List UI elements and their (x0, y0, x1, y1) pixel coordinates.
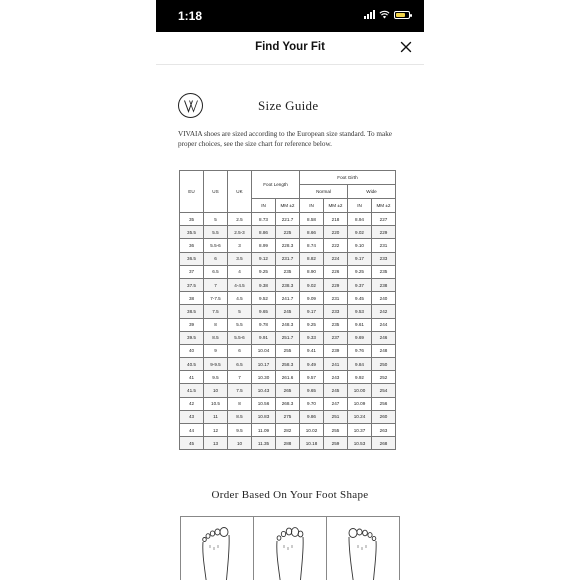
cell-wide-mm: 254 (372, 384, 396, 397)
cell-length-in: 8.86 (252, 226, 276, 239)
foot-shape-option-2[interactable] (254, 517, 327, 580)
cell-uk: 7 (228, 371, 252, 384)
cell-wide-mm: 231 (372, 239, 396, 252)
cell-us: 7-7.5 (204, 292, 228, 305)
cell-uk: 4-4.5 (228, 278, 252, 291)
cell-normal-mm: 251 (324, 410, 348, 423)
cell-us: 10 (204, 384, 228, 397)
cell-length-mm: 225 (276, 226, 300, 239)
cell-normal-in: 8.82 (300, 252, 324, 265)
cell-normal-in: 9.33 (300, 331, 324, 344)
cell-wide-mm: 229 (372, 226, 396, 239)
status-bar (156, 0, 424, 32)
cell-wide-in: 9.84 (348, 358, 372, 371)
battery-icon (394, 11, 410, 19)
cell-eu: 38.5 (180, 305, 204, 318)
cell-us: 5.5-6 (204, 239, 228, 252)
status-time: 1:18 (178, 9, 203, 23)
cell-eu: 38 (180, 292, 204, 305)
wifi-icon (379, 10, 390, 19)
cell-normal-mm: 247 (324, 397, 348, 410)
cell-wide-mm: 233 (372, 252, 396, 265)
cell-length-mm: 261.6 (276, 371, 300, 384)
table-row (180, 344, 396, 357)
foot-shape-icon (270, 525, 310, 580)
size-chart-body (180, 213, 396, 450)
cell-uk: 7.5 (228, 384, 252, 397)
cell-wide-in: 9.69 (348, 331, 372, 344)
cell-us: 9-9.5 (204, 358, 228, 371)
cell-eu: 35.5 (180, 226, 204, 239)
cell-normal-mm: 231 (324, 292, 348, 305)
cell-length-mm: 245 (276, 305, 300, 318)
cell-us: 13 (204, 437, 228, 450)
cell-wide-in: 9.25 (348, 265, 372, 278)
cell-normal-mm: 259 (324, 437, 348, 450)
cell-us: 9.5 (204, 371, 228, 384)
cell-us: 8.5 (204, 331, 228, 344)
header-uk: UK (228, 171, 252, 213)
header-normal: Normal (300, 185, 348, 199)
cell-wide-mm: 238 (372, 278, 396, 291)
cell-eu: 41 (180, 371, 204, 384)
cell-eu: 44 (180, 424, 204, 437)
cell-us: 12 (204, 424, 228, 437)
cell-wide-mm: 260 (372, 410, 396, 423)
cell-eu: 37 (180, 265, 204, 278)
cell-normal-mm: 239 (324, 344, 348, 357)
cell-wide-in: 9.02 (348, 226, 372, 239)
cell-wide-in: 9.76 (348, 344, 372, 357)
cell-wide-mm: 227 (372, 213, 396, 226)
cell-wide-mm: 250 (372, 358, 396, 371)
cell-normal-mm: 233 (324, 305, 348, 318)
cell-us: 5 (204, 213, 228, 226)
cell-normal-mm: 220 (324, 226, 348, 239)
table-row (180, 410, 396, 423)
cell-length-mm: 268.3 (276, 397, 300, 410)
cell-wide-mm: 248 (372, 344, 396, 357)
cell-normal-in: 9.65 (300, 384, 324, 397)
cell-us: 11 (204, 410, 228, 423)
cell-length-in: 10.83 (252, 410, 276, 423)
cell-us: 10.5 (204, 397, 228, 410)
size-chart-table (179, 170, 396, 450)
cell-length-in: 11.35 (252, 437, 276, 450)
cell-length-in: 10.17 (252, 358, 276, 371)
table-row (180, 265, 396, 278)
table-row (180, 239, 396, 252)
cell-length-mm: 275 (276, 410, 300, 423)
cell-wide-mm: 246 (372, 331, 396, 344)
order-by-shape-title: Order Based On Your Foot Shape (211, 489, 369, 501)
modal-header (156, 32, 424, 65)
cell-length-in: 10.30 (252, 371, 276, 384)
header-normal-mm: MM ±2 (324, 199, 348, 213)
cell-length-mm: 228.3 (276, 239, 300, 252)
cell-uk: 6 (228, 344, 252, 357)
cell-normal-mm: 245 (324, 384, 348, 397)
cell-uk: 10 (228, 437, 252, 450)
cell-normal-mm: 218 (324, 213, 348, 226)
cell-normal-in: 8.90 (300, 265, 324, 278)
table-row (180, 292, 396, 305)
cell-length-mm: 231.7 (276, 252, 300, 265)
table-row (180, 226, 396, 239)
cell-wide-in: 9.53 (348, 305, 372, 318)
cell-length-mm: 255 (276, 344, 300, 357)
cell-uk: 8.5 (228, 410, 252, 423)
cell-wide-mm: 242 (372, 305, 396, 318)
cell-normal-in: 8.74 (300, 239, 324, 252)
cell-normal-in: 9.41 (300, 344, 324, 357)
cell-normal-mm: 224 (324, 252, 348, 265)
foot-shape-options (180, 516, 400, 580)
cell-normal-in: 9.02 (300, 278, 324, 291)
table-row (180, 358, 396, 371)
cell-normal-in: 10.18 (300, 437, 324, 450)
cell-length-mm: 248.3 (276, 318, 300, 331)
header-normal-in: IN (300, 199, 324, 213)
cell-wide-mm: 256 (372, 397, 396, 410)
cell-wide-mm: 244 (372, 318, 396, 331)
cell-us: 7.5 (204, 305, 228, 318)
cell-normal-mm: 241 (324, 358, 348, 371)
header-foot-length: Foot Length (252, 171, 300, 199)
cell-wide-mm: 263 (372, 424, 396, 437)
cell-normal-in: 10.02 (300, 424, 324, 437)
table-row (180, 213, 396, 226)
table-row (180, 305, 396, 318)
close-icon[interactable] (400, 41, 412, 53)
cell-eu: 39.5 (180, 331, 204, 344)
cell-length-in: 10.56 (252, 397, 276, 410)
cell-length-in: 9.91 (252, 331, 276, 344)
foot-shape-icon (343, 525, 383, 580)
table-row (180, 331, 396, 344)
cell-normal-in: 8.66 (300, 226, 324, 239)
cell-uk: 3 (228, 239, 252, 252)
cell-wide-in: 8.94 (348, 213, 372, 226)
cell-length-in: 9.78 (252, 318, 276, 331)
cell-uk: 2.5 (228, 213, 252, 226)
cell-normal-mm: 255 (324, 424, 348, 437)
foot-shape-icon (197, 525, 237, 580)
cell-wide-in: 9.10 (348, 239, 372, 252)
cell-normal-in: 9.49 (300, 358, 324, 371)
cell-length-mm: 288 (276, 437, 300, 450)
cell-length-in: 8.73 (252, 213, 276, 226)
cell-us: 8 (204, 318, 228, 331)
cell-us: 7 (204, 278, 228, 291)
cell-wide-in: 10.53 (348, 437, 372, 450)
cell-wide-in: 9.17 (348, 252, 372, 265)
cell-length-in: 11.09 (252, 424, 276, 437)
cell-eu: 40 (180, 344, 204, 357)
foot-shape-option-3[interactable] (327, 517, 399, 580)
header-wide: Wide (348, 185, 396, 199)
cell-us: 5.5 (204, 226, 228, 239)
cell-normal-in: 9.57 (300, 371, 324, 384)
cell-eu: 39 (180, 318, 204, 331)
header-title: Find Your Fit (255, 41, 325, 53)
size-guide-title: Size Guide (258, 98, 319, 113)
cell-wide-mm: 252 (372, 371, 396, 384)
cell-length-in: 8.99 (252, 239, 276, 252)
table-row (180, 252, 396, 265)
cell-eu: 45 (180, 437, 204, 450)
cell-uk: 4.5 (228, 292, 252, 305)
cell-length-mm: 235 (276, 265, 300, 278)
table-row (180, 278, 396, 291)
status-icons (364, 10, 410, 19)
cell-wide-mm: 240 (372, 292, 396, 305)
cell-wide-mm: 235 (372, 265, 396, 278)
cell-length-in: 9.38 (252, 278, 276, 291)
cell-normal-in: 9.17 (300, 305, 324, 318)
cell-length-in: 10.43 (252, 384, 276, 397)
cell-uk: 5.5-6 (228, 331, 252, 344)
table-row (180, 318, 396, 331)
cell-length-in: 9.65 (252, 305, 276, 318)
cell-normal-mm: 229 (324, 278, 348, 291)
cell-eu: 42 (180, 397, 204, 410)
cell-length-mm: 241.7 (276, 292, 300, 305)
cell-wide-mm: 268 (372, 437, 396, 450)
cell-length-mm: 238.3 (276, 278, 300, 291)
cell-eu: 36.5 (180, 252, 204, 265)
header-eu: EU (180, 171, 204, 213)
cell-length-in: 9.52 (252, 292, 276, 305)
cell-normal-mm: 226 (324, 265, 348, 278)
cell-eu: 43 (180, 410, 204, 423)
cell-uk: 3.5 (228, 252, 252, 265)
cell-normal-mm: 222 (324, 239, 348, 252)
cell-length-mm: 251.7 (276, 331, 300, 344)
cell-uk: 2.5-3 (228, 226, 252, 239)
cell-eu: 40.5 (180, 358, 204, 371)
table-row (180, 384, 396, 397)
cell-normal-mm: 237 (324, 331, 348, 344)
cell-wide-in: 10.09 (348, 397, 372, 410)
cell-uk: 5 (228, 305, 252, 318)
cell-length-in: 9.12 (252, 252, 276, 265)
cell-normal-in: 9.09 (300, 292, 324, 305)
cell-us: 6.5 (204, 265, 228, 278)
cell-wide-in: 9.37 (348, 278, 372, 291)
signal-icon (364, 10, 375, 19)
foot-shape-option-1[interactable] (181, 517, 254, 580)
cell-uk: 4 (228, 265, 252, 278)
cell-length-mm: 221.7 (276, 213, 300, 226)
cell-normal-mm: 243 (324, 371, 348, 384)
header-wide-in: IN (348, 199, 372, 213)
header-foot-girth: Foot Girth (300, 171, 396, 185)
cell-eu: 41.5 (180, 384, 204, 397)
cell-length-mm: 265 (276, 384, 300, 397)
cell-length-in: 9.25 (252, 265, 276, 278)
cell-wide-in: 9.61 (348, 318, 372, 331)
header-us: US (204, 171, 228, 213)
cell-normal-mm: 235 (324, 318, 348, 331)
size-guide-description: VIVAIA shoes are sized according to the European size standard. To make proper choices, see the size chart for reference below. (178, 130, 392, 148)
header-length-mm: MM ±2 (276, 199, 300, 213)
table-row (180, 371, 396, 384)
cell-us: 9 (204, 344, 228, 357)
table-row (180, 397, 396, 410)
cell-wide-in: 10.00 (348, 384, 372, 397)
cell-normal-in: 9.25 (300, 318, 324, 331)
cell-uk: 8 (228, 397, 252, 410)
cell-wide-in: 10.37 (348, 424, 372, 437)
vivaia-logo-icon (178, 93, 203, 118)
phone-screen (156, 0, 424, 580)
cell-wide-in: 9.45 (348, 292, 372, 305)
cell-normal-in: 9.86 (300, 410, 324, 423)
cell-uk: 9.5 (228, 424, 252, 437)
cell-length-mm: 258.3 (276, 358, 300, 371)
table-row (180, 424, 396, 437)
cell-wide-in: 9.92 (348, 371, 372, 384)
cell-wide-in: 10.24 (348, 410, 372, 423)
cell-normal-in: 9.70 (300, 397, 324, 410)
table-row (180, 437, 396, 450)
cell-eu: 36 (180, 239, 204, 252)
cell-uk: 6.5 (228, 358, 252, 371)
cell-normal-in: 8.58 (300, 213, 324, 226)
cell-eu: 37.5 (180, 278, 204, 291)
cell-uk: 5.5 (228, 318, 252, 331)
header-wide-mm: MM ±2 (372, 199, 396, 213)
cell-length-in: 10.04 (252, 344, 276, 357)
cell-us: 6 (204, 252, 228, 265)
cell-eu: 35 (180, 213, 204, 226)
header-length-in: IN (252, 199, 276, 213)
cell-length-mm: 282 (276, 424, 300, 437)
